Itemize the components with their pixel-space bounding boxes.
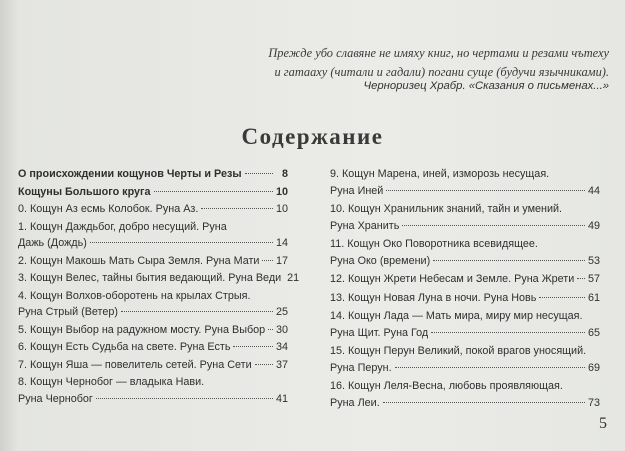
epigraph-source: Черноризец Храбр. «Сказания о письменах...» (363, 80, 609, 92)
toc-page-number: 65 (587, 326, 600, 339)
toc-entry (18, 219, 288, 252)
toc-page-number: 73 (587, 396, 600, 409)
toc-entry-text: 1. Кощун Даждьбог, добро несущий. Руна (18, 220, 227, 233)
dot-leader (577, 278, 585, 279)
toc-entry-text: Руна Око (времени) (330, 254, 431, 267)
toc-page-number: 21 (287, 272, 300, 284)
toc-entry-text: 4. Кощун Волхов-оборотень на крылах Стрыя. (18, 289, 251, 302)
toc-page-number: 14 (275, 237, 288, 249)
toc-page-number: 61 (587, 291, 600, 304)
toc-entry-text: 0. Кощун Аз есмь Колобок. Руна Аз. (18, 203, 199, 215)
toc-entry (330, 236, 600, 269)
page-number: 5 (599, 415, 607, 432)
toc-entry (330, 308, 600, 341)
toc-page-number: 10 (275, 185, 288, 198)
toc-entry-text: 7. Кощун Яша — повелитель сетей. Руна Сети (18, 358, 252, 371)
dot-leader (90, 242, 273, 243)
toc-entry (330, 166, 600, 199)
dot-leader (383, 402, 585, 403)
toc-entry (18, 357, 288, 374)
toc-entry (330, 378, 600, 411)
toc-page-number: 25 (275, 306, 288, 318)
toc-entry-text: 12. Кощун Жрети Небесам и Земле. Руна Жрети (330, 273, 575, 285)
dot-leader (201, 208, 273, 209)
dot-leader (431, 332, 585, 333)
dot-leader (233, 346, 273, 347)
toc-entry-text: Руна Иней (330, 184, 384, 197)
toc-page-number: 69 (587, 361, 600, 374)
toc-page-number: 57 (587, 273, 600, 285)
dot-leader (245, 173, 273, 174)
toc-entry (18, 253, 288, 270)
toc-entry-text: Дажь (Дождь) (18, 237, 87, 249)
dot-leader (539, 297, 585, 298)
toc-entry-text: Руна Леи. (330, 396, 380, 409)
toc-entry-text: 9. Кощун Марена, иней, изморозь несущая. (330, 168, 550, 180)
toc-page-number: 53 (587, 254, 600, 267)
toc-entry (18, 322, 288, 339)
toc-entry (18, 270, 300, 287)
toc-entry-text: 5. Кощун Выбор на радужном мосту. Руна Выбор (18, 323, 266, 336)
toc-page-number: 30 (275, 323, 288, 336)
dot-leader (121, 311, 273, 312)
toc-entry (330, 343, 600, 376)
toc-page-number: 37 (275, 358, 288, 371)
toc-entry (18, 201, 288, 218)
dot-leader (402, 225, 585, 226)
dot-leader (262, 260, 273, 261)
toc-entry (330, 271, 600, 288)
toc-entry-text: 11. Кощун Око Поворотника всевидящее. (330, 238, 538, 250)
toc-entry-text: О происхождении кощунов Черты и Резы (18, 168, 242, 180)
epigraph-line-1: Прежде убо славяне не имяху книг, но чертами и резами чътеху (268, 46, 609, 60)
dot-leader (255, 364, 273, 365)
toc-page-number: 34 (275, 341, 288, 353)
toc-entry (330, 201, 600, 234)
toc-entry-text: 16. Кощун Леля-Весна, любовь проявляющая. (330, 380, 563, 392)
toc-entry (18, 339, 288, 356)
toc-entry-text: 3. Кощун Велес, тайны бытия ведающий. Руна Веди (18, 272, 282, 284)
toc-entry-text: 10. Кощун Хранильник знаний, тайн и умений. (330, 203, 563, 215)
toc-entry-text: Кощуны Большого круга (18, 185, 151, 198)
toc-entry-text: Руна Хранить (330, 219, 400, 232)
toc-entry (18, 288, 288, 321)
toc-entry (18, 166, 288, 183)
page-title: Содержание (241, 124, 384, 149)
toc-entry-text: Руна Стрый (Ветер) (18, 306, 118, 318)
toc-page-number: 44 (587, 184, 600, 197)
epigraph-line-2: и гатааху (читали и гадали) погани суще (будучи язычниками). (274, 65, 609, 79)
toc-entry (18, 184, 288, 201)
toc-entry-text: 13. Кощун Новая Луна в ночи. Руна Новь (330, 291, 537, 304)
toc-page-number: 8 (281, 168, 288, 180)
dot-leader (433, 260, 585, 261)
toc-entry-text: Руна Щит. Руна Год (330, 326, 429, 339)
toc-entry-text: Руна Перун. (330, 361, 392, 374)
toc-right-column (330, 166, 600, 413)
toc-entry (18, 374, 288, 407)
toc-page-number: 49 (587, 219, 600, 232)
dot-leader (386, 190, 585, 191)
dot-leader (96, 398, 273, 399)
toc-entry-text: 8. Кощун Чернобог — владыка Нави. (18, 376, 205, 388)
toc-entry-text: 2. Кощун Макошь Мать Сыра Земля. Руна Мати (18, 254, 260, 267)
dot-leader (395, 367, 585, 368)
epigraph (179, 44, 609, 82)
dot-leader (268, 329, 273, 330)
toc-page-number: 10 (275, 203, 288, 215)
toc-entry-text: 15. Кощун Перун Великий, покой врагов уносящий. (330, 345, 587, 357)
toc-left-column (18, 166, 300, 408)
toc-entry (330, 290, 600, 307)
toc-entry-text: 14. Кощун Лада — Мать мира, миру мир несущая. (330, 310, 583, 322)
toc-page-number: 17 (275, 254, 288, 267)
dot-leader (154, 191, 273, 192)
toc-entry-text: 6. Кощун Есть Судьба на свете. Руна Есть (18, 341, 231, 353)
toc-entry-text: Руна Чернобог (18, 392, 93, 405)
toc-page-number: 41 (275, 392, 288, 405)
